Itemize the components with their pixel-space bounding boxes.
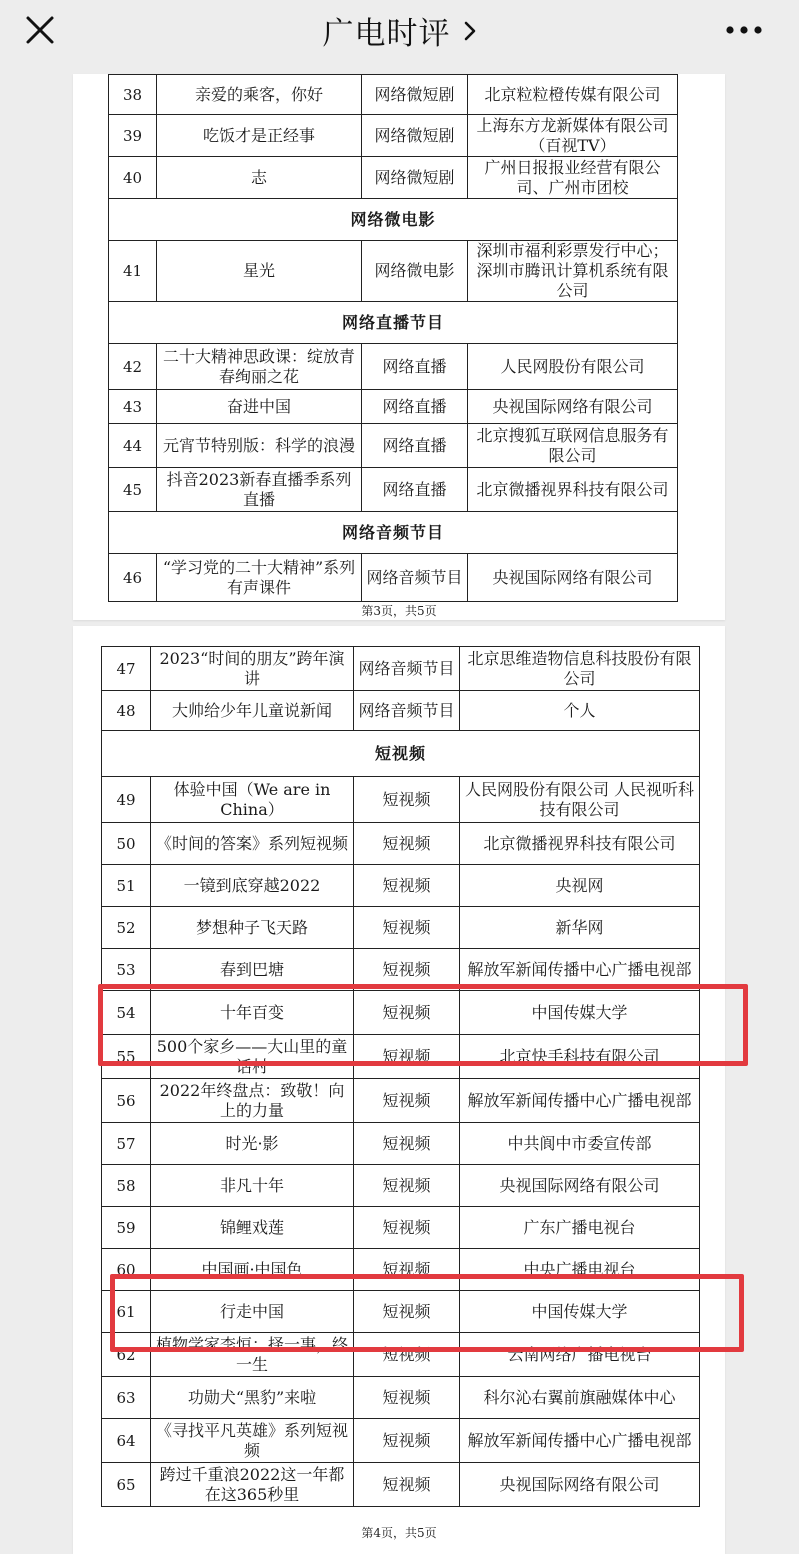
row-number: 39 xyxy=(109,115,157,157)
work-type: 网络音频节目 xyxy=(354,647,460,691)
row-number: 57 xyxy=(102,1123,151,1165)
work-title: 《时间的答案》系列短视频 xyxy=(151,823,354,865)
work-type: 网络直播 xyxy=(362,390,468,424)
category-title: 网络微电影 xyxy=(109,199,678,241)
work-title: 2022年终盘点：致敬！向上的力量 xyxy=(151,1079,354,1123)
work-title: 元宵节特别版：科学的浪漫 xyxy=(157,424,362,468)
table-row xyxy=(102,1165,700,1207)
organization: 北京思维造物信息科技股份有限公司 xyxy=(460,647,700,691)
category-title: 网络音频节目 xyxy=(109,512,678,554)
page-title: 广电时评 xyxy=(322,16,451,52)
row-number: 45 xyxy=(109,468,157,512)
organization: 央视国际网络有限公司 xyxy=(460,1165,700,1207)
page-footer: 第3页，共5页 xyxy=(361,604,437,618)
organization: 解放军新闻传播中心广播电视部 xyxy=(460,949,700,991)
table-row xyxy=(109,241,678,302)
work-title: 《寻找平凡英雄》系列短视频 xyxy=(151,1419,354,1463)
table-row xyxy=(102,823,700,865)
work-type: 网络直播 xyxy=(362,424,468,468)
work-type: 短视频 xyxy=(354,1333,460,1377)
work-type: 短视频 xyxy=(354,1249,460,1291)
work-type: 短视频 xyxy=(354,1165,460,1207)
table-row xyxy=(102,1079,700,1123)
work-title: 跨过千重浪2022这一年都在这365秒里 xyxy=(151,1463,354,1507)
row-number: 60 xyxy=(102,1249,151,1291)
work-title: 春到巴塘 xyxy=(151,949,354,991)
organization: 广东广播电视台 xyxy=(460,1207,700,1249)
work-title: “学习党的二十大精神”系列有声课件 xyxy=(157,554,362,602)
page-footer: 第4页，共5页 xyxy=(361,1526,437,1540)
work-type: 短视频 xyxy=(354,823,460,865)
table-row xyxy=(109,75,678,115)
row-number: 40 xyxy=(109,157,157,199)
work-title: 500个家乡——大山里的童话村 xyxy=(151,1035,354,1079)
table-row xyxy=(109,468,678,512)
table-row xyxy=(102,1207,700,1249)
more-dots-icon[interactable] xyxy=(722,20,766,40)
work-title: 一镜到底穿越2022 xyxy=(151,865,354,907)
row-number: 41 xyxy=(109,241,157,302)
work-type: 短视频 xyxy=(354,1035,460,1079)
table-row xyxy=(109,390,678,424)
work-title: 吃饭才是正经事 xyxy=(157,115,362,157)
row-number: 55 xyxy=(102,1035,151,1079)
work-title: 中国画·中国色 xyxy=(151,1249,354,1291)
work-type: 网络微短剧 xyxy=(362,75,468,115)
row-number: 43 xyxy=(109,390,157,424)
row-number: 48 xyxy=(102,691,151,731)
organization: 解放军新闻传播中心广播电视部 xyxy=(460,1419,700,1463)
organization: 中国传媒大学 xyxy=(460,991,700,1035)
work-type: 网络音频节目 xyxy=(354,691,460,731)
organization: 央视国际网络有限公司 xyxy=(468,554,678,602)
row-number: 46 xyxy=(109,554,157,602)
work-title: 体验中国（We are in China） xyxy=(151,777,354,823)
table-row xyxy=(109,554,678,602)
highlight-box xyxy=(110,1274,744,1352)
work-title: 功勋犬“黑豹”来啦 xyxy=(151,1377,354,1419)
work-title: 时光·影 xyxy=(151,1123,354,1165)
table-row xyxy=(109,424,678,468)
row-number: 49 xyxy=(102,777,151,823)
work-title: 志 xyxy=(157,157,362,199)
organization: 广州日报报业经营有限公司、广州市团校 xyxy=(468,157,678,199)
table-row xyxy=(102,1123,700,1165)
work-title: 大帅给少年儿童说新闻 xyxy=(151,691,354,731)
work-type: 短视频 xyxy=(354,991,460,1035)
table-row xyxy=(102,1463,700,1507)
row-number: 58 xyxy=(102,1165,151,1207)
row-number: 42 xyxy=(109,344,157,390)
organization: 央视网 xyxy=(460,865,700,907)
work-type: 短视频 xyxy=(354,777,460,823)
organization: 解放军新闻传播中心广播电视部 xyxy=(460,1079,700,1123)
work-title: 二十大精神思政课：绽放青春绚丽之花 xyxy=(157,344,362,390)
work-title: 行走中国 xyxy=(151,1291,354,1333)
work-type: 网络微短剧 xyxy=(362,157,468,199)
row-number: 47 xyxy=(102,647,151,691)
row-number: 61 xyxy=(102,1291,151,1333)
row-number: 63 xyxy=(102,1377,151,1419)
table-row xyxy=(102,777,700,823)
organization: 中国传媒大学 xyxy=(460,1291,700,1333)
organization: 深圳市福利彩票发行中心；深圳市腾讯计算机系统有限公司 xyxy=(468,241,678,302)
organization: 中央广播电视台 xyxy=(460,1249,700,1291)
organization: 央视国际网络有限公司 xyxy=(460,1463,700,1507)
work-type: 短视频 xyxy=(354,1207,460,1249)
work-type: 短视频 xyxy=(354,1291,460,1333)
organization: 北京粒粒橙传媒有限公司 xyxy=(468,75,678,115)
organization: 央视国际网络有限公司 xyxy=(468,390,678,424)
organization: 科尔沁右翼前旗融媒体中心 xyxy=(460,1377,700,1419)
work-title: 植物学家李恒：择一事，终一生 xyxy=(151,1333,354,1377)
top-bar xyxy=(0,0,799,74)
chevron-right-icon xyxy=(463,19,477,43)
row-number: 62 xyxy=(102,1333,151,1377)
organization: 人民网股份有限公司 人民视听科技有限公司 xyxy=(460,777,700,823)
row-number: 65 xyxy=(102,1463,151,1507)
organization: 人民网股份有限公司 xyxy=(468,344,678,390)
work-type: 短视频 xyxy=(354,1123,460,1165)
document-page-4 xyxy=(73,626,725,1554)
category-title: 网络直播节目 xyxy=(109,302,678,344)
work-title: 星光 xyxy=(157,241,362,302)
row-number: 51 xyxy=(102,865,151,907)
category-row xyxy=(109,199,678,241)
work-type: 网络音频节目 xyxy=(362,554,468,602)
table-row xyxy=(109,157,678,199)
organization: 云南网络广播电视台 xyxy=(460,1333,700,1377)
document-page-3 xyxy=(73,74,725,620)
organization: 北京快手科技有限公司 xyxy=(460,1035,700,1079)
work-type: 短视频 xyxy=(354,949,460,991)
row-number: 56 xyxy=(102,1079,151,1123)
work-title: 亲爱的乘客，你好 xyxy=(157,75,362,115)
work-type: 短视频 xyxy=(354,907,460,949)
row-number: 52 xyxy=(102,907,151,949)
work-title: 2023“时间的朋友”跨年演讲 xyxy=(151,647,354,691)
category-row xyxy=(102,731,700,777)
work-type: 短视频 xyxy=(354,1463,460,1507)
award-table-page-3 xyxy=(108,74,678,602)
row-number: 38 xyxy=(109,75,157,115)
table-row xyxy=(102,907,700,949)
row-number: 64 xyxy=(102,1419,151,1463)
work-type: 网络直播 xyxy=(362,468,468,512)
row-number: 44 xyxy=(109,424,157,468)
highlight-box xyxy=(98,984,748,1066)
organization: 新华网 xyxy=(460,907,700,949)
organization: 上海东方龙新媒体有限公司（百视TV） xyxy=(468,115,678,157)
row-number: 53 xyxy=(102,949,151,991)
organization: 北京微播视界科技有限公司 xyxy=(468,468,678,512)
work-title: 十年百变 xyxy=(151,991,354,1035)
table-row xyxy=(102,1419,700,1463)
work-type: 短视频 xyxy=(354,1419,460,1463)
work-title: 抖音2023新春直播季系列直播 xyxy=(157,468,362,512)
work-type: 网络直播 xyxy=(362,344,468,390)
organization: 北京微播视界科技有限公司 xyxy=(460,823,700,865)
table-row xyxy=(102,865,700,907)
table-row xyxy=(102,1377,700,1419)
account-title-link[interactable] xyxy=(323,8,477,53)
table-row xyxy=(109,115,678,157)
work-type: 短视频 xyxy=(354,1079,460,1123)
work-type: 网络微电影 xyxy=(362,241,468,302)
category-row xyxy=(109,302,678,344)
work-title: 锦鲤戏莲 xyxy=(151,1207,354,1249)
organization: 个人 xyxy=(460,691,700,731)
category-title: 短视频 xyxy=(102,731,700,777)
row-number: 54 xyxy=(102,991,151,1035)
table-row xyxy=(102,647,700,691)
page-title-row xyxy=(0,8,799,53)
table-row xyxy=(109,344,678,390)
award-table-page-4 xyxy=(101,646,700,1507)
work-title: 奋进中国 xyxy=(157,390,362,424)
organization: 中共阆中市委宣传部 xyxy=(460,1123,700,1165)
row-number: 50 xyxy=(102,823,151,865)
organization: 北京搜狐互联网信息服务有限公司 xyxy=(468,424,678,468)
work-title: 梦想种子飞天路 xyxy=(151,907,354,949)
category-row xyxy=(109,512,678,554)
row-number: 59 xyxy=(102,1207,151,1249)
work-type: 网络微短剧 xyxy=(362,115,468,157)
work-type: 短视频 xyxy=(354,1377,460,1419)
work-title: 非凡十年 xyxy=(151,1165,354,1207)
work-type: 短视频 xyxy=(354,865,460,907)
table-row xyxy=(102,691,700,731)
